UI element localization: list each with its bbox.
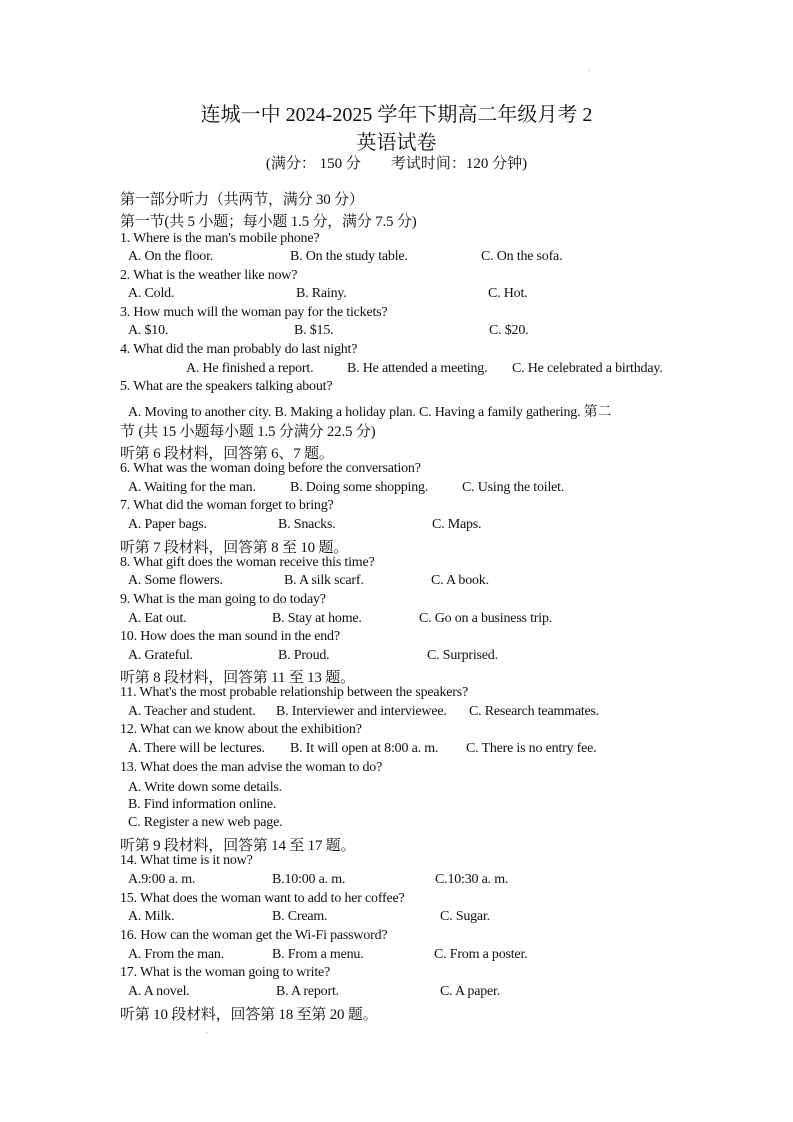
exam-meta: (满分： 150 分 考试时间：120 分钟) xyxy=(265,156,528,172)
option-c: C. Surprised. xyxy=(427,648,498,663)
option-a: A. Write down some details. xyxy=(128,780,282,795)
section-heading: 节 (共 15 小题每小题 1.5 分满分 22.5 分) xyxy=(120,424,376,440)
question-stem: 12. What can we know about the exhibition? xyxy=(120,722,362,737)
option-b: B. Rainy. xyxy=(296,286,347,301)
option-a: A. He finished a report. xyxy=(186,361,314,376)
option-b: B. $15. xyxy=(294,323,334,338)
option-a: A. Some flowers. xyxy=(128,573,223,588)
option-b: B. A report. xyxy=(276,984,339,999)
material-heading: 听第 8 段材料，回答第 11 至 13 题。 xyxy=(120,670,355,686)
option-a: A. Grateful. xyxy=(128,648,193,663)
question-stem: 6. What was the woman doing before the conversation? xyxy=(120,461,421,476)
option-c: C. Maps. xyxy=(432,517,482,532)
exam-subject: 英语试卷 xyxy=(356,132,437,154)
option-a: A. $10. xyxy=(128,323,169,338)
option-b: B. It will open at 8:00 a. m. xyxy=(290,741,439,756)
question-stem: 15. What does the woman want to add to her coffee? xyxy=(120,891,405,906)
option-a: A. From the man. xyxy=(128,947,224,962)
option-c: C. Research teammates. xyxy=(469,704,600,719)
question-stem: 1. Where is the man's mobile phone? xyxy=(120,231,320,246)
section-heading: 第一节(共 5 小题；每小题 1.5 分，满分 7.5 分) xyxy=(120,214,417,230)
option-b: B. Interviewer and interviewee. xyxy=(276,704,447,719)
option-c: C. There is no entry fee. xyxy=(466,741,597,756)
question-stem: 10. How does the man sound in the end? xyxy=(120,629,340,644)
material-heading: 听第 7 段材料，回答第 8 至 10 题。 xyxy=(120,540,349,556)
option-c: C. Sugar. xyxy=(440,909,490,924)
option-c: C. A book. xyxy=(431,573,489,588)
option-b: B. He attended a meeting. xyxy=(347,361,488,376)
question-stem: 5. What are the speakers talking about? xyxy=(120,379,333,394)
option-c: C.10:30 a. m. xyxy=(435,872,509,887)
option-a: A. On the floor. xyxy=(128,249,214,264)
question-stem: 8. What gift does the woman receive this time? xyxy=(120,555,375,570)
option-c: C. Go on a business trip. xyxy=(419,611,553,626)
option-a: A. There will be lectures. xyxy=(128,741,265,756)
option-line: A. Moving to another city. B. Making a holiday plan. C. Having a family gathering. 第二 xyxy=(128,405,612,420)
option-c: C. A paper. xyxy=(440,984,501,999)
option-c: C. $20. xyxy=(489,323,529,338)
exam-title: 连城一中 2024-2025 学年下期高二年级月考 2 xyxy=(200,104,593,126)
option-c: C. Using the toilet. xyxy=(462,480,565,495)
option-a: A. Eat out. xyxy=(128,611,187,626)
speck-mark: . xyxy=(206,1026,208,1035)
option-a: A. Milk. xyxy=(128,909,175,924)
option-c: C. On the sofa. xyxy=(481,249,563,264)
material-heading: 听第 9 段材料，回答第 14 至 17 题。 xyxy=(120,838,356,854)
option-a: A. Teacher and student. xyxy=(128,704,256,719)
question-stem: 13. What does the man advise the woman to do? xyxy=(120,760,383,775)
material-heading: 听第 10 段材料，回答第 18 至第 20 题。 xyxy=(120,1007,378,1023)
question-stem: 7. What did the woman forget to bring? xyxy=(120,498,334,513)
question-stem: 3. How much will the woman pay for the tickets? xyxy=(120,305,388,320)
option-c: C. He celebrated a birthday. xyxy=(512,361,663,376)
option-b: B. A silk scarf. xyxy=(284,573,364,588)
speck-mark: . xyxy=(588,64,590,73)
question-stem: 17. What is the woman going to write? xyxy=(120,965,331,980)
part-heading: 第一部分听力（共两节，满分 30 分） xyxy=(120,192,364,208)
material-heading: 听第 6 段材料，回答第 6、7 题。 xyxy=(120,446,334,462)
question-stem: 4. What did the man probably do last night? xyxy=(120,342,358,357)
option-c: C. Hot. xyxy=(488,286,528,301)
option-a: A. Paper bags. xyxy=(128,517,207,532)
option-b: B. From a menu. xyxy=(272,947,364,962)
option-b: B. Proud. xyxy=(278,648,330,663)
option-b: B. Stay at home. xyxy=(272,611,362,626)
option-b: B. Cream. xyxy=(272,909,328,924)
option-a: A.9:00 a. m. xyxy=(128,872,196,887)
question-stem: 9. What is the man going to do today? xyxy=(120,592,326,607)
option-b: B. Find information online. xyxy=(128,797,277,812)
option-c: C. From a poster. xyxy=(434,947,528,962)
question-stem: 16. How can the woman get the Wi-Fi password? xyxy=(120,928,388,943)
option-b: B. On the study table. xyxy=(290,249,408,264)
option-a: A. Waiting for the man. xyxy=(128,480,256,495)
option-c: C. Register a new web page. xyxy=(128,815,283,830)
option-b: B.10:00 a. m. xyxy=(272,872,346,887)
question-stem: 2. What is the weather like now? xyxy=(120,268,298,283)
option-a: A. A novel. xyxy=(128,984,190,999)
question-stem: 14. What time is it now? xyxy=(120,853,253,868)
option-b: B. Doing some shopping. xyxy=(290,480,429,495)
option-a: A. Cold. xyxy=(128,286,175,301)
option-b: B. Snacks. xyxy=(278,517,336,532)
question-stem: 11. What's the most probable relationship between the speakers? xyxy=(120,685,468,700)
